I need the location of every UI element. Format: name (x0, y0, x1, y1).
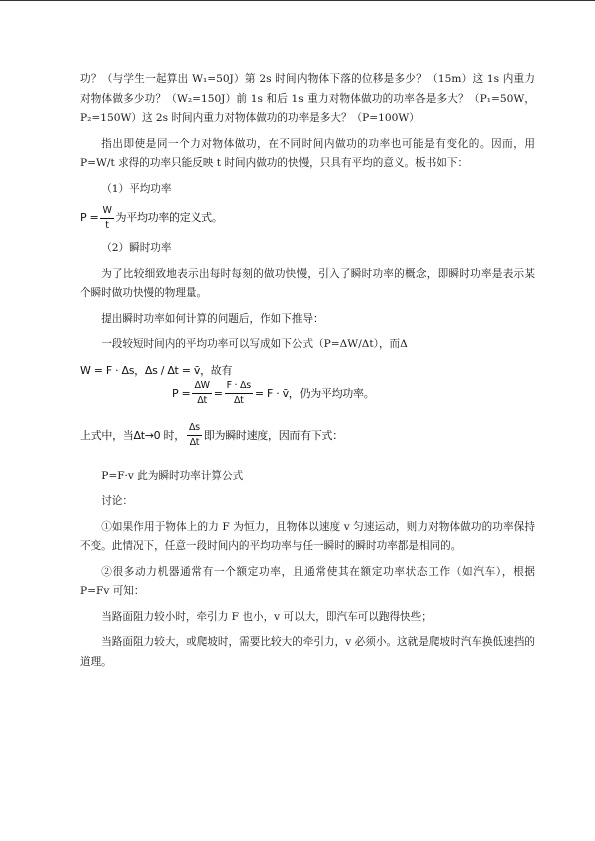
fraction-numerator: W (100, 205, 113, 219)
paragraph-discussion-label: 讨论： (101, 495, 133, 507)
fraction-numerator: ΔW (192, 380, 211, 394)
fraction-denominator: Δt (197, 395, 207, 406)
formula-power-derivation (172, 379, 535, 409)
heading-average-power: （1）平均功率 (101, 182, 172, 195)
formula-limit-statement (80, 419, 535, 453)
fraction-numerator: F · Δs (225, 380, 253, 394)
paragraph-derivation-intro: 提出瞬时功率如何计算的问题后，作如下推导： (101, 312, 324, 325)
fraction-numerator: Δs (187, 422, 202, 436)
paragraph-constant-force-case: ①如果作用于物体上的力 F 为恒力，且物体以速度 v 匀速运动，则力对物体做功的功率保持不变。此情况下，任意一段时间内的平均功率与任一瞬时的瞬时功率都是相同的。 (80, 520, 535, 552)
paragraph-short-interval-formula: 一段较短时间内的平均功率可以写成如下公式（P=ΔW/Δt），而Δ (101, 338, 408, 350)
heading-instantaneous-power: （2）瞬时功率 (101, 242, 172, 254)
paragraph-rated-power-case: ②很多动力机器通常有一个额定功率，且通常使其在额定功率状态工作（如汽车），根据 P=Fv 可知： (80, 565, 535, 597)
formula-lhs: P = (172, 386, 191, 400)
formula-limit-pre: 上式中，当Δt→0 时， (80, 428, 185, 442)
fraction-ds-over-dt (187, 422, 202, 449)
paragraph-instantaneous-formula: P=F·v 此为瞬时功率计算公式 (101, 469, 244, 482)
fraction-fds-over-dt (225, 380, 253, 407)
formula-definition-text: 为平均功率的定义式。 (115, 211, 223, 225)
fraction-denominator: t (105, 219, 109, 231)
paragraph-power-calculation-questions: 功？（与学生一起算出 W₁=50J）第 2s 时间内物体下落的位移是多少？（15m）这 1s 内重力对物体做多少功？（W₂=150J）前 1s 和后 1s 重力对物体做功的功率各是多大？（P₁=50W，P₂=150W）这 2s 时间内重力对物体做功的功率是多大？（P=100W） (80, 73, 535, 124)
formula-lhs: P = (80, 211, 99, 225)
formula-average-power (80, 205, 535, 231)
fraction-denominator: Δt (189, 437, 200, 448)
formula-equals: = (213, 386, 223, 400)
paragraph-instantaneous-power-concept: 为了比较细致地表示出每时每刻的做功快慢，引入了瞬时功率的概念，即瞬时功率是表示某个瞬时做功快慢的物理量。 (80, 267, 535, 299)
paragraph-average-power-meaning: 指出即使是同一个力对物体做功，在不同时间内做功的功率也可能是有变化的。因而，用 P=W/t 求得的功率只能反映 t 时间内做功的快慢，只具有平均的意义。板书如下： (80, 137, 535, 169)
fraction-dw-over-dt (192, 380, 211, 407)
formula-tail: = F · v̄，仍为平均功率。 (254, 386, 375, 400)
fraction-denominator: Δt (233, 395, 244, 406)
paragraph-high-resistance: 当路面阻力较大，或爬坡时，需要比较大的牵引力，v 必须小。这就是爬坡时汽车换低速挡的道理。 (80, 636, 535, 668)
formula-limit-post: 即为瞬时速度，因而有下式： (203, 428, 343, 442)
fraction-w-over-t (100, 205, 113, 232)
document-body (80, 70, 535, 678)
formula-work-displacement: W = F · Δs，Δs / Δt = v̄，故有 (80, 363, 233, 377)
paragraph-low-resistance: 当路面阻力较小时，牵引力 F 也小，v 可以大，即汽车可以跑得快些； (101, 610, 432, 623)
page-top-rule (0, 0, 595, 1)
